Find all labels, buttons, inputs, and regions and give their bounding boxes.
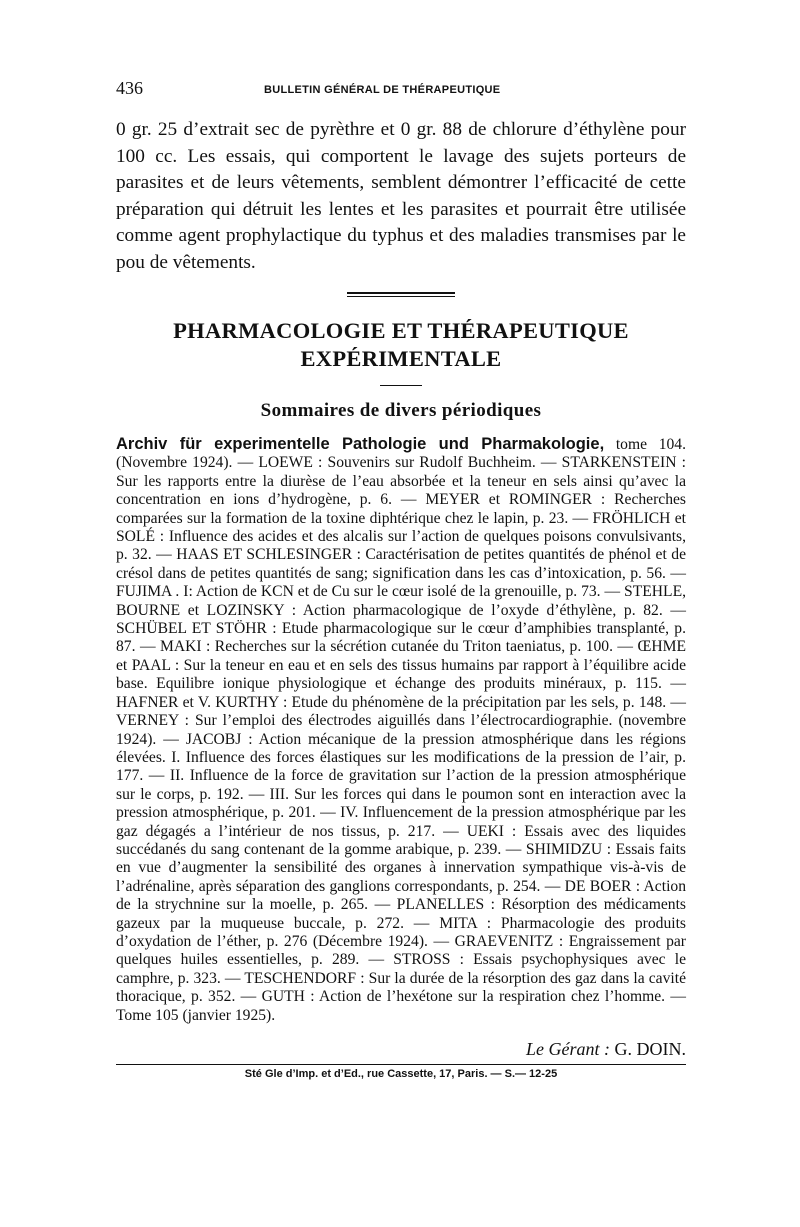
signature-name: G. DOIN. (614, 1039, 686, 1059)
section-subtitle: Sommaires de divers périodiques (260, 400, 542, 421)
section-divider-rule (347, 292, 455, 297)
page-number: 436 (116, 78, 143, 98)
signature-label: Le Gérant : (526, 1039, 610, 1059)
journal-title: Archiv für experimentelle Pathologie und Pharmakologie, (116, 435, 605, 453)
running-head-title: BULLETIN GÉNÉRAL DE THÉRAPEUTIQUE (264, 84, 501, 96)
signature (116, 1039, 686, 1060)
journal-summary-paragraph (116, 435, 686, 1025)
printer-imprint: Sté Gle d’Imp. et d’Ed., rue Cassette, 17, Paris. — S.— 12-25 (244, 1068, 558, 1080)
footer-rule (116, 1064, 686, 1065)
section-title-line-2: EXPÉRIMENTALE (300, 346, 502, 371)
title-underline-rule (380, 385, 422, 386)
lead-paragraph: 0 gr. 25 d’extrait sec de pyrèthre et 0 gr. 88 de chlorure d’éthylène pour 100 cc. Les essais, qui comportent le lavage des sujets porteurs de parasites et de leurs vêtements, semblent démontrer l’efficacité de cette préparation qui détruit les lentes et les parasites et pourrait être utilisée comme agent prophylactique du typhus et des maladies transmises par le pou de vêtements. (116, 119, 686, 273)
journal-summary-text: tome 104. (Novembre 1924). — LOEWE : Souvenirs sur Rudolf Buchheim. — STARKENSTEIN : Sur les rapports entre la diurèse de l’eau absorbée et la teneur en sels ainsi qu’avec la concentration en ions d’hydrogène, p. 6. — MEYER et ROMINGER : Recherches comparées sur la formation de la toxine diphtérique chez le lapin, p. 23. — FRÖHLICH et SOLÉ : Influence des acides et des alcalis sur l’action de quelques poisons convulsivants, p. 32. — HAAS ET SCHLESINGER : Caractérisation de petites quantités de phénol et de crésol dans de petites quantités de sang; signification dans les cas d’intoxication, p. 56. — FUJIMA . I: Action de KCN et de Cu sur le cœur isolé de la grenouille, p. 73. — STEHLE, BOURNE et LOZINSKY : Action pharmacologique de l’oxyde d’éthylène, p. 82. — SCHÜBEL ET STÖHR : Etude pharmacologique sur le cœur d’amphibies transplanté, p. 87. — MAKI : Recherches sur la sécrétion cutanée du Triton taeniatus, p. 100. — ŒHME et PAAL : Sur la teneur en eau et en sels des tissus humains par rapport à l’équilibre acide base. Equilibre ionique physiologique et échange des produits minéraux, p. 115. — HAFNER et V. KURTHY : Etude du phénomène de la précipitation par les sels, p. 148. — VERNEY : Sur l’emploi des électrodes aiguillés dans l’électrocardiographie. (novembre 1924). — JACOBJ : Action mécanique de la pression atmosphérique dans les régions élevées. I. Influence des forces élastiques sur les modifications de la pression de l’air, p. 177. — II. Influence de la force de gravitation sur l’action de la pression atmosphérique sur le corps, p. 192. — III. Sur les forces qui dans le poumon sont en interaction avec la pression atmosphérique, p. 201. — IV. Influencement de la pression atmosphérique par les gaz dégagés a l’intérieur de nos tissus, p. 217. — UEKI : Essais avec des liquides succédanés du sang contenant de la gomme arabique, p. 239. — SHIMIDZU : Essais faits en vue d’augmenter la sensibilité des organes à innervation sympathique vis-à-vis de l’adrénaline, après séparation des ganglions correspondants, p. 254. — DE BOER : Action de la strychnine sur la moelle, p. 265. — PLANELLES : Résorption des médicaments gazeux par la muqueuse buccale, p. 272. — MITA : Pharmacologie des produits d’oxydation de l’éther, p. 276 (Décembre 1924). — GRAEVENITZ : Engraissement par quelques huiles essentielles, p. 289. — STROSS : Essais psychophysiques avec le camphre, p. 323. — TESCHENDORF : Sur la durée de la résorption des gaz dans la cavité thoracique, p. 352. — GUTH : Action de l’hexétone sur la respiration chez l’homme. — Tome 105 (janvier 1925). (116, 436, 686, 1024)
running-head (116, 74, 686, 104)
document-page (116, 74, 686, 1080)
section-title (116, 317, 686, 373)
section-title-line-1: PHARMACOLOGIE ET THÉRAPEUTIQUE (173, 318, 629, 343)
